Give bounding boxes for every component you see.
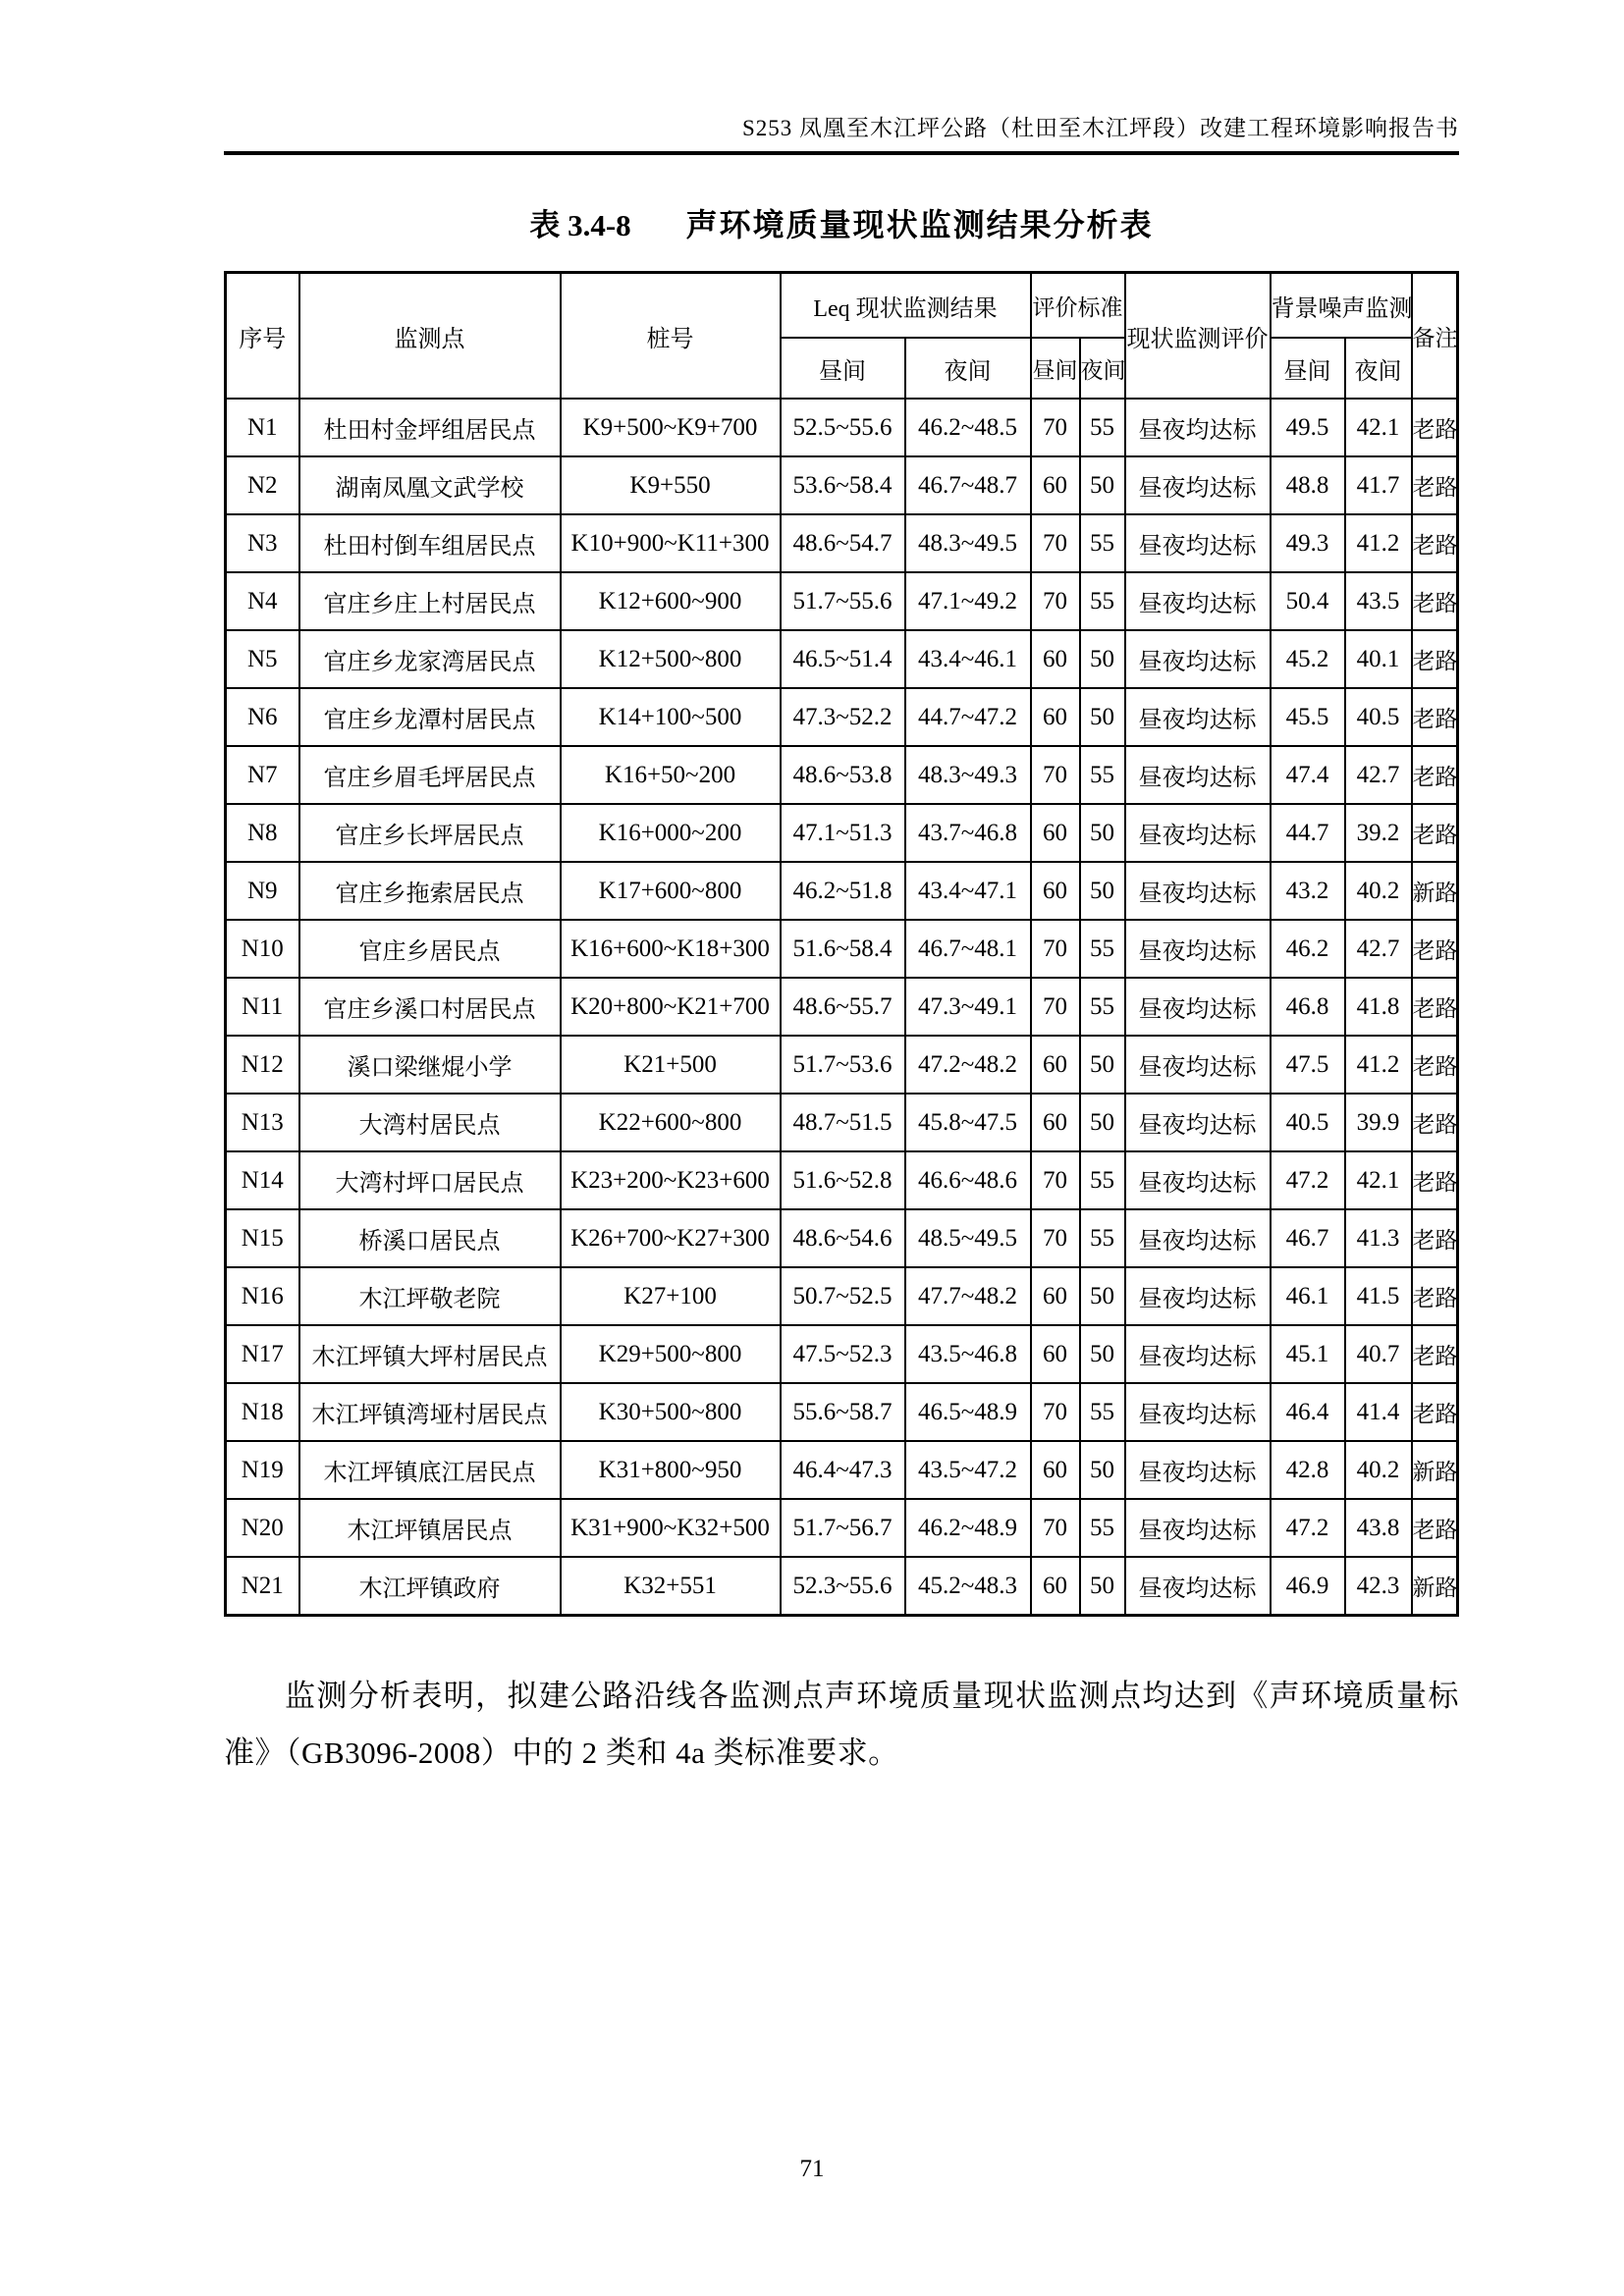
cell-leq-night: 47.7~48.2 <box>905 1267 1031 1325</box>
page-number: 71 <box>799 2156 825 2182</box>
cell-stake: K30+500~800 <box>561 1383 781 1441</box>
cell-seq: N16 <box>226 1267 299 1325</box>
cell-std-day: 70 <box>1031 746 1080 804</box>
cell-remark: 老路 <box>1412 456 1458 514</box>
cell-leq-day: 48.7~51.5 <box>781 1094 905 1151</box>
table-body <box>226 399 1458 1616</box>
cell-evaluation: 昼夜均达标 <box>1125 688 1271 746</box>
cell-leq-day: 55.6~58.7 <box>781 1383 905 1441</box>
cell-std-day: 70 <box>1031 1151 1080 1209</box>
cell-evaluation: 昼夜均达标 <box>1125 1267 1271 1325</box>
cell-evaluation: 昼夜均达标 <box>1125 572 1271 630</box>
cell-std-night: 50 <box>1080 1557 1125 1616</box>
cell-seq: N14 <box>226 1151 299 1209</box>
cell-bg-day: 47.4 <box>1271 746 1345 804</box>
cell-std-day: 70 <box>1031 978 1080 1036</box>
cell-leq-night: 46.5~48.9 <box>905 1383 1031 1441</box>
cell-std-day: 60 <box>1031 1325 1080 1383</box>
cell-bg-night: 40.1 <box>1345 630 1412 688</box>
cell-leq-night: 43.4~46.1 <box>905 630 1031 688</box>
cell-bg-night: 43.8 <box>1345 1499 1412 1557</box>
cell-bg-night: 42.1 <box>1345 1151 1412 1209</box>
cell-point: 湖南凤凰文武学校 <box>299 456 561 514</box>
cell-leq-night: 43.5~46.8 <box>905 1325 1031 1383</box>
cell-std-night: 55 <box>1080 1383 1125 1441</box>
table-row <box>226 1557 1458 1616</box>
cell-stake: K21+500 <box>561 1036 781 1094</box>
cell-stake: K31+900~K32+500 <box>561 1499 781 1557</box>
table-header <box>226 273 1458 400</box>
cell-evaluation: 昼夜均达标 <box>1125 804 1271 862</box>
cell-std-night: 55 <box>1080 746 1125 804</box>
col-header-background-group: 背景噪声监测 <box>1271 273 1412 339</box>
cell-stake: K22+600~800 <box>561 1094 781 1151</box>
cell-evaluation: 昼夜均达标 <box>1125 456 1271 514</box>
cell-std-day: 70 <box>1031 399 1080 456</box>
cell-std-night: 55 <box>1080 1499 1125 1557</box>
cell-evaluation: 昼夜均达标 <box>1125 1151 1271 1209</box>
cell-seq: N7 <box>226 746 299 804</box>
cell-std-day: 60 <box>1031 1441 1080 1499</box>
cell-std-day: 70 <box>1031 572 1080 630</box>
cell-seq: N5 <box>226 630 299 688</box>
cell-stake: K27+100 <box>561 1267 781 1325</box>
cell-leq-day: 52.5~55.6 <box>781 399 905 456</box>
cell-remark: 老路 <box>1412 1383 1458 1441</box>
cell-leq-day: 46.5~51.4 <box>781 630 905 688</box>
cell-remark: 老路 <box>1412 630 1458 688</box>
cell-bg-night: 39.9 <box>1345 1094 1412 1151</box>
cell-bg-night: 41.3 <box>1345 1209 1412 1267</box>
cell-point: 木江坪敬老院 <box>299 1267 561 1325</box>
cell-bg-night: 40.2 <box>1345 862 1412 920</box>
cell-evaluation: 昼夜均达标 <box>1125 862 1271 920</box>
cell-stake: K20+800~K21+700 <box>561 978 781 1036</box>
table-row <box>226 572 1458 630</box>
col-header-point: 监测点 <box>299 273 561 400</box>
col-header-leq-group: Leq 现状监测结果 <box>781 273 1031 339</box>
cell-leq-night: 46.7~48.1 <box>905 920 1031 978</box>
cell-bg-day: 43.2 <box>1271 862 1345 920</box>
cell-evaluation: 昼夜均达标 <box>1125 1499 1271 1557</box>
cell-remark: 新路 <box>1412 1441 1458 1499</box>
cell-point: 桥溪口居民点 <box>299 1209 561 1267</box>
cell-point: 官庄乡溪口村居民点 <box>299 978 561 1036</box>
cell-std-night: 50 <box>1080 1036 1125 1094</box>
cell-point: 官庄乡长坪居民点 <box>299 804 561 862</box>
cell-std-day: 60 <box>1031 1267 1080 1325</box>
cell-stake: K26+700~K27+300 <box>561 1209 781 1267</box>
cell-remark: 老路 <box>1412 1499 1458 1557</box>
cell-bg-day: 46.9 <box>1271 1557 1345 1616</box>
cell-evaluation: 昼夜均达标 <box>1125 920 1271 978</box>
cell-std-night: 55 <box>1080 1151 1125 1209</box>
cell-std-day: 60 <box>1031 804 1080 862</box>
cell-point: 官庄乡龙家湾居民点 <box>299 630 561 688</box>
cell-point: 官庄乡拖索居民点 <box>299 862 561 920</box>
cell-remark: 老路 <box>1412 1036 1458 1094</box>
cell-evaluation: 昼夜均达标 <box>1125 1441 1271 1499</box>
cell-bg-day: 47.2 <box>1271 1499 1345 1557</box>
cell-std-night: 50 <box>1080 688 1125 746</box>
cell-bg-night: 42.1 <box>1345 399 1412 456</box>
cell-bg-day: 49.3 <box>1271 514 1345 572</box>
cell-leq-night: 46.7~48.7 <box>905 456 1031 514</box>
cell-std-day: 70 <box>1031 1209 1080 1267</box>
table-row <box>226 688 1458 746</box>
cell-stake: K16+600~K18+300 <box>561 920 781 978</box>
cell-std-night: 50 <box>1080 862 1125 920</box>
cell-stake: K12+600~900 <box>561 572 781 630</box>
cell-bg-night: 41.4 <box>1345 1383 1412 1441</box>
cell-bg-day: 42.8 <box>1271 1441 1345 1499</box>
cell-leq-night: 43.4~47.1 <box>905 862 1031 920</box>
table-row <box>226 1267 1458 1325</box>
header-rule <box>224 151 1459 155</box>
cell-stake: K17+600~800 <box>561 862 781 920</box>
cell-bg-night: 42.7 <box>1345 920 1412 978</box>
cell-std-night: 50 <box>1080 804 1125 862</box>
cell-seq: N1 <box>226 399 299 456</box>
cell-remark: 老路 <box>1412 746 1458 804</box>
cell-bg-night: 40.2 <box>1345 1441 1412 1499</box>
table-row <box>226 920 1458 978</box>
cell-std-night: 55 <box>1080 514 1125 572</box>
table-row <box>226 1325 1458 1383</box>
cell-leq-night: 46.2~48.5 <box>905 399 1031 456</box>
cell-evaluation: 昼夜均达标 <box>1125 1325 1271 1383</box>
col-header-leq-night: 夜间 <box>905 338 1031 399</box>
cell-std-day: 70 <box>1031 1499 1080 1557</box>
table-row <box>226 1383 1458 1441</box>
cell-leq-day: 51.6~52.8 <box>781 1151 905 1209</box>
cell-seq: N21 <box>226 1557 299 1616</box>
cell-std-night: 50 <box>1080 1267 1125 1325</box>
document-header-text: S253 凤凰至木江坪公路（杜田至木江坪段）改建工程环境影响报告书 <box>741 116 1459 140</box>
cell-bg-day: 45.1 <box>1271 1325 1345 1383</box>
cell-std-day: 60 <box>1031 1557 1080 1616</box>
cell-point: 大湾村坪口居民点 <box>299 1151 561 1209</box>
cell-point: 木江坪镇大坪村居民点 <box>299 1325 561 1383</box>
cell-evaluation: 昼夜均达标 <box>1125 978 1271 1036</box>
cell-seq: N2 <box>226 456 299 514</box>
cell-std-day: 60 <box>1031 1036 1080 1094</box>
cell-leq-night: 48.3~49.3 <box>905 746 1031 804</box>
cell-point: 木江坪镇底江居民点 <box>299 1441 561 1499</box>
cell-point: 官庄乡龙潭村居民点 <box>299 688 561 746</box>
cell-leq-day: 47.3~52.2 <box>781 688 905 746</box>
cell-leq-night: 46.2~48.9 <box>905 1499 1031 1557</box>
table-row <box>226 746 1458 804</box>
cell-stake: K10+900~K11+300 <box>561 514 781 572</box>
cell-bg-day: 47.5 <box>1271 1036 1345 1094</box>
cell-bg-night: 42.3 <box>1345 1557 1412 1616</box>
cell-leq-night: 47.1~49.2 <box>905 572 1031 630</box>
cell-leq-night: 46.6~48.6 <box>905 1151 1031 1209</box>
cell-bg-day: 50.4 <box>1271 572 1345 630</box>
cell-std-night: 55 <box>1080 572 1125 630</box>
cell-bg-night: 41.5 <box>1345 1267 1412 1325</box>
table-row <box>226 456 1458 514</box>
noise-monitoring-table <box>224 271 1459 1617</box>
cell-bg-night: 39.2 <box>1345 804 1412 862</box>
cell-std-night: 50 <box>1080 630 1125 688</box>
cell-seq: N6 <box>226 688 299 746</box>
cell-evaluation: 昼夜均达标 <box>1125 1383 1271 1441</box>
cell-remark: 老路 <box>1412 1209 1458 1267</box>
cell-seq: N11 <box>226 978 299 1036</box>
cell-stake: K29+500~800 <box>561 1325 781 1383</box>
cell-stake: K12+500~800 <box>561 630 781 688</box>
cell-leq-night: 48.3~49.5 <box>905 514 1031 572</box>
table-row <box>226 399 1458 456</box>
cell-stake: K9+550 <box>561 456 781 514</box>
cell-std-day: 70 <box>1031 920 1080 978</box>
cell-std-night: 50 <box>1080 1325 1125 1383</box>
table-row <box>226 1441 1458 1499</box>
cell-point: 木江坪镇政府 <box>299 1557 561 1616</box>
cell-bg-day: 46.2 <box>1271 920 1345 978</box>
cell-std-day: 60 <box>1031 1094 1080 1151</box>
cell-leq-day: 48.6~55.7 <box>781 978 905 1036</box>
cell-evaluation: 昼夜均达标 <box>1125 630 1271 688</box>
cell-leq-day: 50.7~52.5 <box>781 1267 905 1325</box>
cell-bg-night: 41.2 <box>1345 514 1412 572</box>
col-header-remark: 备注 <box>1412 273 1458 400</box>
cell-remark: 新路 <box>1412 862 1458 920</box>
table-row <box>226 1209 1458 1267</box>
cell-evaluation: 昼夜均达标 <box>1125 746 1271 804</box>
cell-leq-day: 47.5~52.3 <box>781 1325 905 1383</box>
cell-seq: N18 <box>226 1383 299 1441</box>
cell-point: 官庄乡庄上村居民点 <box>299 572 561 630</box>
cell-remark: 老路 <box>1412 688 1458 746</box>
cell-leq-day: 46.2~51.8 <box>781 862 905 920</box>
col-header-evaluation: 现状监测评价 <box>1125 273 1271 400</box>
cell-leq-day: 48.6~53.8 <box>781 746 905 804</box>
col-header-stake: 桩号 <box>561 273 781 400</box>
cell-remark: 老路 <box>1412 572 1458 630</box>
cell-bg-night: 41.8 <box>1345 978 1412 1036</box>
cell-remark: 老路 <box>1412 399 1458 456</box>
cell-leq-day: 46.4~47.3 <box>781 1441 905 1499</box>
cell-bg-day: 40.5 <box>1271 1094 1345 1151</box>
cell-std-night: 55 <box>1080 978 1125 1036</box>
cell-bg-day: 44.7 <box>1271 804 1345 862</box>
cell-remark: 新路 <box>1412 1557 1458 1616</box>
cell-bg-day: 49.5 <box>1271 399 1345 456</box>
col-header-bg-night: 夜间 <box>1345 338 1412 399</box>
cell-remark: 老路 <box>1412 1151 1458 1209</box>
cell-seq: N19 <box>226 1441 299 1499</box>
analysis-paragraph: 监测分析表明，拟建公路沿线各监测点声环境质量现状监测点均达到《声环境质量标准》（GB3096-2008）中的 2 类和 4a 类标准要求。 <box>224 1679 1459 1770</box>
cell-bg-day: 47.2 <box>1271 1151 1345 1209</box>
cell-std-night: 55 <box>1080 920 1125 978</box>
cell-bg-night: 40.7 <box>1345 1325 1412 1383</box>
cell-point: 木江坪镇居民点 <box>299 1499 561 1557</box>
cell-seq: N13 <box>226 1094 299 1151</box>
cell-seq: N12 <box>226 1036 299 1094</box>
cell-seq: N8 <box>226 804 299 862</box>
cell-seq: N3 <box>226 514 299 572</box>
cell-leq-night: 47.2~48.2 <box>905 1036 1031 1094</box>
cell-point: 大湾村居民点 <box>299 1094 561 1151</box>
table-row <box>226 514 1458 572</box>
cell-leq-day: 48.6~54.7 <box>781 514 905 572</box>
cell-bg-night: 41.2 <box>1345 1036 1412 1094</box>
col-header-leq-day: 昼间 <box>781 338 905 399</box>
cell-leq-night: 44.7~47.2 <box>905 688 1031 746</box>
cell-std-night: 50 <box>1080 456 1125 514</box>
cell-evaluation: 昼夜均达标 <box>1125 1094 1271 1151</box>
cell-leq-day: 51.7~55.6 <box>781 572 905 630</box>
cell-bg-day: 46.1 <box>1271 1267 1345 1325</box>
cell-leq-day: 51.7~56.7 <box>781 1499 905 1557</box>
cell-remark: 老路 <box>1412 1325 1458 1383</box>
cell-std-day: 70 <box>1031 1383 1080 1441</box>
cell-remark: 老路 <box>1412 978 1458 1036</box>
cell-point: 杜田村倒车组居民点 <box>299 514 561 572</box>
cell-std-day: 60 <box>1031 688 1080 746</box>
col-header-std-day: 昼间 <box>1031 338 1080 399</box>
cell-seq: N10 <box>226 920 299 978</box>
cell-evaluation: 昼夜均达标 <box>1125 399 1271 456</box>
table-row <box>226 1151 1458 1209</box>
cell-point: 杜田村金坪组居民点 <box>299 399 561 456</box>
cell-stake: K16+000~200 <box>561 804 781 862</box>
cell-bg-night: 43.5 <box>1345 572 1412 630</box>
cell-stake: K32+551 <box>561 1557 781 1616</box>
cell-std-day: 70 <box>1031 514 1080 572</box>
table-row <box>226 1499 1458 1557</box>
cell-leq-day: 51.6~58.4 <box>781 920 905 978</box>
table-row <box>226 862 1458 920</box>
cell-seq: N9 <box>226 862 299 920</box>
cell-bg-day: 46.4 <box>1271 1383 1345 1441</box>
table-header-row-1 <box>226 273 1458 339</box>
cell-seq: N20 <box>226 1499 299 1557</box>
cell-leq-night: 48.5~49.5 <box>905 1209 1031 1267</box>
cell-remark: 老路 <box>1412 514 1458 572</box>
cell-evaluation: 昼夜均达标 <box>1125 1036 1271 1094</box>
col-header-standard-group: 评价标准 <box>1031 273 1125 339</box>
cell-point: 溪口梁继焜小学 <box>299 1036 561 1094</box>
cell-bg-day: 46.7 <box>1271 1209 1345 1267</box>
cell-bg-day: 46.8 <box>1271 978 1345 1036</box>
cell-std-day: 60 <box>1031 862 1080 920</box>
cell-std-day: 60 <box>1031 630 1080 688</box>
table-row <box>226 1036 1458 1094</box>
cell-bg-day: 45.2 <box>1271 630 1345 688</box>
cell-remark: 老路 <box>1412 920 1458 978</box>
cell-bg-night: 40.5 <box>1345 688 1412 746</box>
table-caption-label: 表 3.4-8 <box>529 208 631 242</box>
cell-leq-night: 45.2~48.3 <box>905 1557 1031 1616</box>
document-header <box>224 0 1459 143</box>
cell-std-night: 55 <box>1080 399 1125 456</box>
cell-std-night: 50 <box>1080 1094 1125 1151</box>
cell-bg-night: 41.7 <box>1345 456 1412 514</box>
col-header-seq: 序号 <box>226 273 299 400</box>
cell-stake: K14+100~500 <box>561 688 781 746</box>
cell-evaluation: 昼夜均达标 <box>1125 1557 1271 1616</box>
col-header-bg-day: 昼间 <box>1271 338 1345 399</box>
table-caption <box>224 200 1459 245</box>
cell-point: 官庄乡眉毛坪居民点 <box>299 746 561 804</box>
cell-stake: K23+200~K23+600 <box>561 1151 781 1209</box>
table-row <box>226 804 1458 862</box>
cell-bg-day: 48.8 <box>1271 456 1345 514</box>
cell-seq: N15 <box>226 1209 299 1267</box>
cell-bg-day: 45.5 <box>1271 688 1345 746</box>
cell-remark: 老路 <box>1412 1267 1458 1325</box>
cell-seq: N17 <box>226 1325 299 1383</box>
table-row <box>226 1094 1458 1151</box>
cell-seq: N4 <box>226 572 299 630</box>
cell-std-day: 60 <box>1031 456 1080 514</box>
cell-leq-night: 43.7~46.8 <box>905 804 1031 862</box>
col-header-std-night: 夜间 <box>1080 338 1125 399</box>
cell-leq-night: 45.8~47.5 <box>905 1094 1031 1151</box>
table-row <box>226 630 1458 688</box>
page-content <box>224 0 1459 1782</box>
cell-std-night: 50 <box>1080 1441 1125 1499</box>
cell-std-night: 55 <box>1080 1209 1125 1267</box>
cell-point: 木江坪镇湾垭村居民点 <box>299 1383 561 1441</box>
cell-point: 官庄乡居民点 <box>299 920 561 978</box>
cell-leq-day: 47.1~51.3 <box>781 804 905 862</box>
table-row <box>226 978 1458 1036</box>
cell-evaluation: 昼夜均达标 <box>1125 1209 1271 1267</box>
cell-bg-night: 42.7 <box>1345 746 1412 804</box>
table-caption-title: 声环境质量现状监测结果分析表 <box>685 207 1154 242</box>
cell-leq-night: 43.5~47.2 <box>905 1441 1031 1499</box>
cell-evaluation: 昼夜均达标 <box>1125 514 1271 572</box>
cell-stake: K9+500~K9+700 <box>561 399 781 456</box>
cell-leq-day: 48.6~54.6 <box>781 1209 905 1267</box>
cell-stake: K31+800~950 <box>561 1441 781 1499</box>
cell-stake: K16+50~200 <box>561 746 781 804</box>
cell-leq-day: 53.6~58.4 <box>781 456 905 514</box>
cell-leq-day: 52.3~55.6 <box>781 1557 905 1616</box>
cell-leq-day: 51.7~53.6 <box>781 1036 905 1094</box>
cell-remark: 老路 <box>1412 1094 1458 1151</box>
cell-remark: 老路 <box>1412 804 1458 862</box>
cell-leq-night: 47.3~49.1 <box>905 978 1031 1036</box>
